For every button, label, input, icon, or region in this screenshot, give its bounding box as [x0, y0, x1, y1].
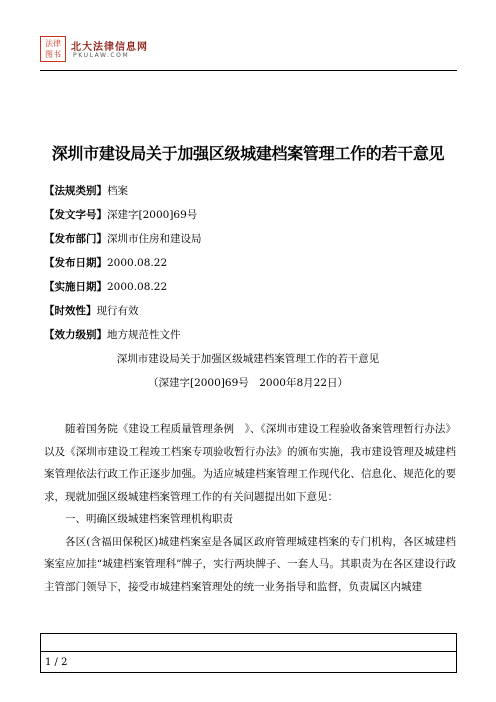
page-title: 深圳市建设局关于加强区级城建档案管理工作的若干意见 — [51, 144, 445, 163]
meta-row-level — [44, 327, 181, 342]
meta-row-publish-date — [44, 255, 167, 270]
meta-row-validity — [44, 303, 139, 318]
footer-divider — [41, 651, 456, 652]
meta-value: 现行有效 — [96, 305, 139, 317]
header-divider — [40, 70, 457, 71]
logo-seal-line1: 法律 — [45, 39, 61, 48]
meta-key: 【发布部门】 — [44, 233, 107, 245]
body-text — [44, 418, 456, 598]
meta-value: 地方规范性文件 — [107, 329, 181, 341]
doc-number: （深建字[2000]69号 2000年8月22日） — [147, 377, 349, 389]
paragraph: 随着国务院《建设工程质量管理条例 》、《深圳市建设工程验收备案管理暂行办法》以及《深圳市建设工程竣工档案专项验收暂行办法》的颁布实施，我市建设管理及城建档案管理依法行政工作正逐步加强。为适应城建档案管理工作现代化、信息化、规范化的要求，现就加强区级城建档案管理工作的有关问题提出如下意见： — [44, 423, 456, 503]
logo-name: 北大法律信息网 — [71, 42, 148, 53]
meta-row-department — [44, 231, 202, 246]
meta-key: 【实施日期】 — [44, 281, 107, 293]
meta-value: 2000.08.22 — [107, 281, 168, 293]
doc-title: 深圳市建设局关于加强区级城建档案管理工作的若干意见 — [116, 353, 380, 365]
meta-value: 档案 — [107, 185, 128, 197]
meta-key: 【法规类别】 — [44, 185, 107, 197]
page-number: 1 / 2 — [45, 657, 68, 668]
page-footer — [40, 633, 457, 673]
meta-row-doc-number — [44, 207, 197, 222]
meta-value: 深建字[2000]69号 — [107, 209, 198, 221]
paragraph: 各区(含福田保税区)城建档案室是各属区政府管理城建档案的专门机构，各区城建档案室应加挂“城建档案管理科”牌子，实行两块牌子、一套人马。其职责为在各区建设行政主管部门领导下，接受市城建档案管理处的统一业务指导和监督，负责属区内城建 — [44, 535, 456, 593]
meta-key: 【发文字号】 — [44, 209, 107, 221]
meta-row-category — [44, 183, 128, 198]
meta-row-effective-date — [44, 279, 167, 294]
meta-key: 【发布日期】 — [44, 257, 107, 269]
logo-seal-line2: 图书 — [45, 50, 61, 59]
logo-url: PKULAW.COM — [73, 52, 130, 59]
meta-key: 【效力级别】 — [44, 329, 107, 341]
section-heading: 一、明确区级城建档案管理机构职责 — [65, 513, 233, 525]
meta-value: 2000.08.22 — [107, 257, 168, 269]
meta-key: 【时效性】 — [44, 305, 97, 317]
meta-value: 深圳市住房和建设局 — [107, 233, 202, 245]
logo-seal-icon — [40, 36, 66, 62]
pkulaw-logo — [40, 36, 180, 66]
